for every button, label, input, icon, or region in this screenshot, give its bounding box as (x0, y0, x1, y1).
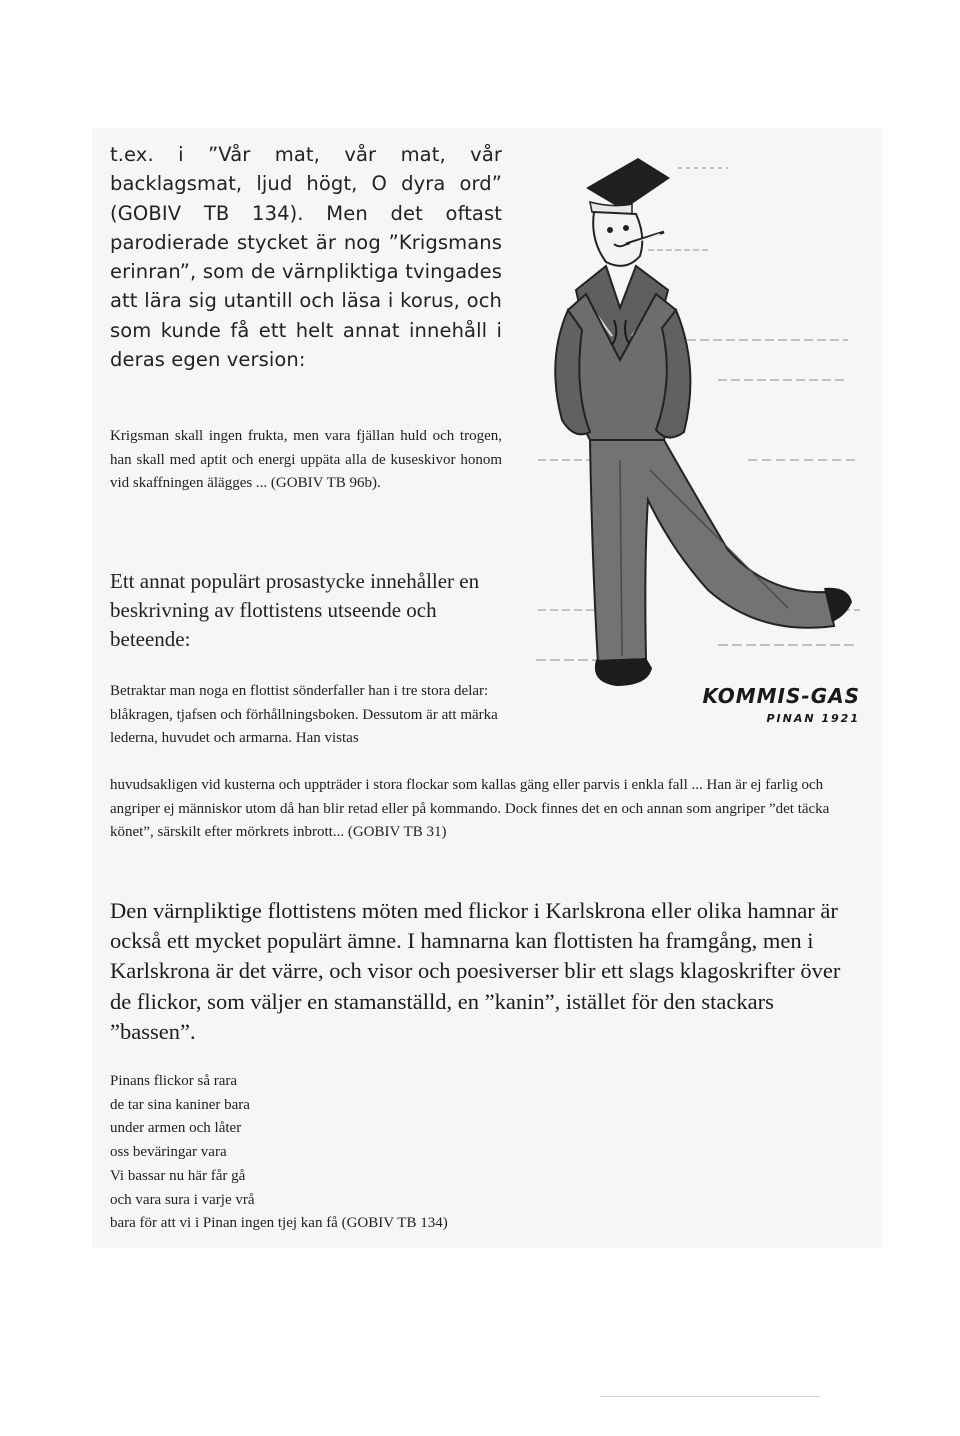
quote-flottist-part-2: huvudsakligen vid kusterna och uppträder i stora flockar som kallas gäng eller parvis i enkla fall ... Han är ej farlig och angriper ej människor utom då han blir retad eller på kommando. Dock finnes det en och annan som angriper ”det täcka könet”, särskilt efter mörkrets inbrott... (GOBIV TB 31) (110, 777, 830, 840)
poem-line: de tar sina kaniner bara (110, 1096, 250, 1113)
sailor-figure (555, 158, 852, 686)
quote-krigsman: Krigsman skall ingen frukta, men vara fjällan huld och trogen, han skall med aptit och energi uppäta alla de kuseskivor honom vid skaffningen älägges ... (GOBIV TB 96b). (110, 428, 502, 491)
poem-line: Vi bassar nu här får gå (110, 1167, 246, 1184)
poem (110, 1070, 710, 1236)
poem-line: Pinans flickor så rara (110, 1073, 238, 1089)
poem-line: och vara sura i varje vrå (110, 1191, 255, 1208)
sailor-illustration (528, 140, 868, 740)
poem-line: bara för att vi i Pinan ingen tjej kan få (GOBIV TB 134) (110, 1215, 448, 1232)
bottom-scan-line (600, 1396, 820, 1397)
paragraph-2: Ett annat populärt prosastycke innehåller en beskrivning av flottistens utseende och beteende: (110, 569, 480, 651)
illustration-signature: KOMMIS-GAS (702, 684, 860, 708)
quote-flottist-part-1: Betraktar man noga en flottist sönderfaller han i tre stora delar: blåkragen, tjafsen och förhållningsboken. Dessutom är att märka lederna, huvudet och armarna. Han vistas (110, 683, 498, 746)
poem-line: under armen och låter (110, 1120, 242, 1137)
illustration-signature-date: PINAN 1921 (766, 712, 860, 725)
paragraph-1: t.ex. i ”Vår mat, vår mat, vår backlagsmat, ljud högt, O dyra ord” (GOBIV TB 134). Men det oftast parodierade stycket är nog ”Krigsmans erinran”, som de värnpliktiga tvingades att lära sig utantill och läsa i korus, och som kunde få ett helt annat innehåll i deras egen version: (110, 143, 502, 372)
paragraph-3: Den värnpliktige flottistens möten med flickor i Karlskrona eller olika hamnar är också ett mycket populärt ämne. I hamnarna kan flottisten ha framgång, men i Karlskrona är det värre, och visor och poesiverser blir ett slags klagoskrifter över de flickor, som väljer en stamanställd, en ”kanin”, istället för den stackars ”bassen”. (110, 898, 841, 1044)
poem-line: oss beväringar vara (110, 1144, 227, 1161)
